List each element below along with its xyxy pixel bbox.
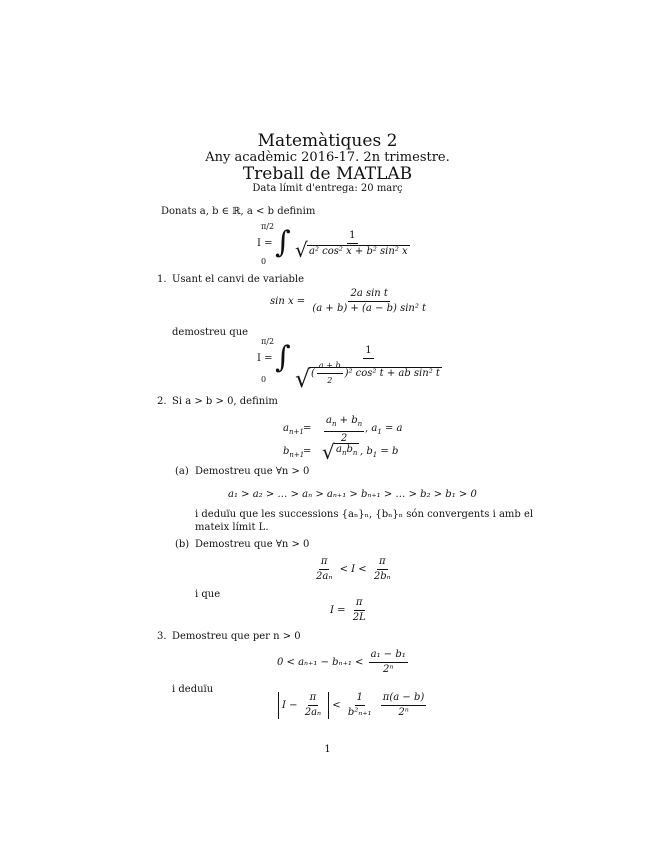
difference-numerator: a₁ − b₁ (369, 649, 408, 663)
factor1-denominator: b²ₙ₊₁ (347, 707, 372, 718)
subscript: n (341, 449, 347, 457)
item3-label: 3. (157, 631, 167, 642)
item1-integral (257, 337, 440, 393)
init-text: , a (365, 423, 378, 434)
substitution-denominator: (a + b) + (a − b) sin² t (312, 303, 427, 314)
result-lhs: I = (330, 605, 346, 616)
recurrence-b (283, 446, 304, 459)
item2-text: Si a > b > 0, definim (172, 396, 278, 407)
item1-label: 1. (157, 274, 167, 285)
subitem-a-text: Demostreu que ∀n > 0 (195, 466, 310, 477)
left-numerator: π (319, 556, 330, 570)
subitem-a-text2-line1: i deduïu que les successions {aₙ}ₙ, {bₙ}ₙ són convergents i amb el (195, 509, 534, 520)
error-bound (278, 692, 428, 719)
a-symbol: a (283, 423, 289, 434)
equals-sign: = (303, 446, 312, 457)
subitem-b-text: Demostreu que ∀n > 0 (195, 539, 310, 550)
subitem-a-text2-line2: mateix límit L. (195, 522, 269, 533)
subscript: n (357, 420, 363, 428)
item1-text: Usant el canvi de variable (172, 274, 305, 285)
integral-upper: π/2 (261, 222, 275, 231)
less-than: < (332, 700, 341, 711)
result-denominator: 2L (352, 612, 366, 623)
item3-text: Demostreu que per n > 0 (172, 631, 301, 642)
inequality-middle: < I < (339, 564, 367, 575)
integral-lhs: I = (257, 353, 273, 364)
recurrence-b-init (360, 446, 398, 459)
recurrence-a (283, 423, 304, 436)
academic-year: Any acadèmic 2016-17. 2n trimestre. (205, 150, 450, 165)
result-numerator: π (354, 597, 365, 611)
subscript: 1 (377, 428, 382, 436)
left-denominator: 2aₙ (316, 571, 333, 582)
recurrence-a-init (365, 423, 403, 436)
item3-text2: i deduïu (172, 684, 214, 695)
b-symbol: b (283, 446, 290, 457)
integrand-numerator: 1 (363, 345, 373, 359)
difference-lhs: 0 < aₙ₊₁ − bₙ₊₁ < (277, 657, 364, 668)
denominator: 2 (340, 433, 348, 444)
init-text: , b (360, 446, 373, 457)
init-text-tail: = b (377, 446, 399, 457)
factor1-numerator: 1 (355, 692, 365, 706)
right-denominator: 2bₙ (373, 571, 391, 582)
integral-upper: π/2 (261, 337, 275, 346)
integral-lower: 0 (261, 375, 267, 384)
subitem-a-label: (a) (175, 466, 189, 477)
substitution-fraction (310, 288, 428, 315)
subitem-b-text2: i que (195, 589, 221, 600)
subscript: n+1 (289, 451, 305, 459)
integrand-denominator: a² cos² x + b² sin² x (309, 246, 408, 257)
a-symbol: a (326, 415, 332, 426)
deadline: Data límit d'entrega: 20 març (252, 183, 403, 194)
integral-lhs: I = (257, 238, 273, 249)
integral-lower: 0 (261, 257, 267, 266)
subscript: n+1 (288, 428, 304, 436)
abs-denominator: 2aₙ (304, 707, 322, 718)
subscript: 1 (372, 451, 378, 459)
item1-substitution (270, 288, 430, 315)
substitution-numerator: 2a sin t (348, 288, 389, 302)
item1-text2: demostreu que (172, 327, 249, 338)
difference-denominator: 2ⁿ (382, 664, 394, 675)
abs-lhs: I − (282, 700, 298, 711)
init-text-tail: = a (381, 423, 403, 434)
abs-numerator: π (308, 692, 319, 706)
difference-inequality (277, 649, 410, 676)
subscript: n (352, 449, 358, 457)
integral-sign-icon: ∫ (275, 340, 291, 375)
integrand-fraction: 1 √ a² cos² x + b² sin² x (295, 230, 408, 262)
subscript: n (331, 420, 337, 428)
intro-text: Donats a, b ∈ ℝ, a < b definim (161, 206, 316, 217)
integrand-denominator-rest: )² cos² t + ab sin² t (344, 368, 440, 379)
a-symbol: a (336, 444, 342, 455)
subitem-b-label: (b) (175, 539, 190, 550)
integrand-numerator: 1 (347, 230, 357, 244)
intro-integral (257, 222, 407, 267)
b-term: + b (336, 415, 358, 426)
item2-label: 2. (157, 396, 167, 407)
equals-sign: = (303, 423, 312, 434)
inner-fraction-numerator: a + b (317, 360, 343, 374)
assignment-title: Treball de MATLAB (242, 164, 413, 184)
recurrence-b-rhs: √ $a_nb_n$ (322, 440, 358, 464)
monotone-chain: a₁ > a₂ > … > aₙ > aₙ₊₁ > bₙ₊₁ > … > b₂ > b₁ > 0 (228, 489, 477, 500)
integral-sign-icon: ∫ (275, 225, 291, 260)
page-number: 1 (324, 744, 331, 755)
substitution-lhs: sin x = (270, 296, 306, 307)
right-numerator: π (377, 556, 388, 570)
course-title: Matemàtiques 2 (257, 131, 398, 151)
factor2-numerator: π(a − b) (381, 692, 426, 706)
integral-result (330, 597, 370, 624)
factor2-denominator: 2ⁿ (398, 707, 409, 718)
item1-integrand: 1 √ ( $\frac{a + b}{2}$ )² cos² t + ab sin² t (295, 345, 440, 393)
bound-inequality (312, 556, 395, 583)
inner-fraction-denominator: 2 (327, 376, 333, 385)
